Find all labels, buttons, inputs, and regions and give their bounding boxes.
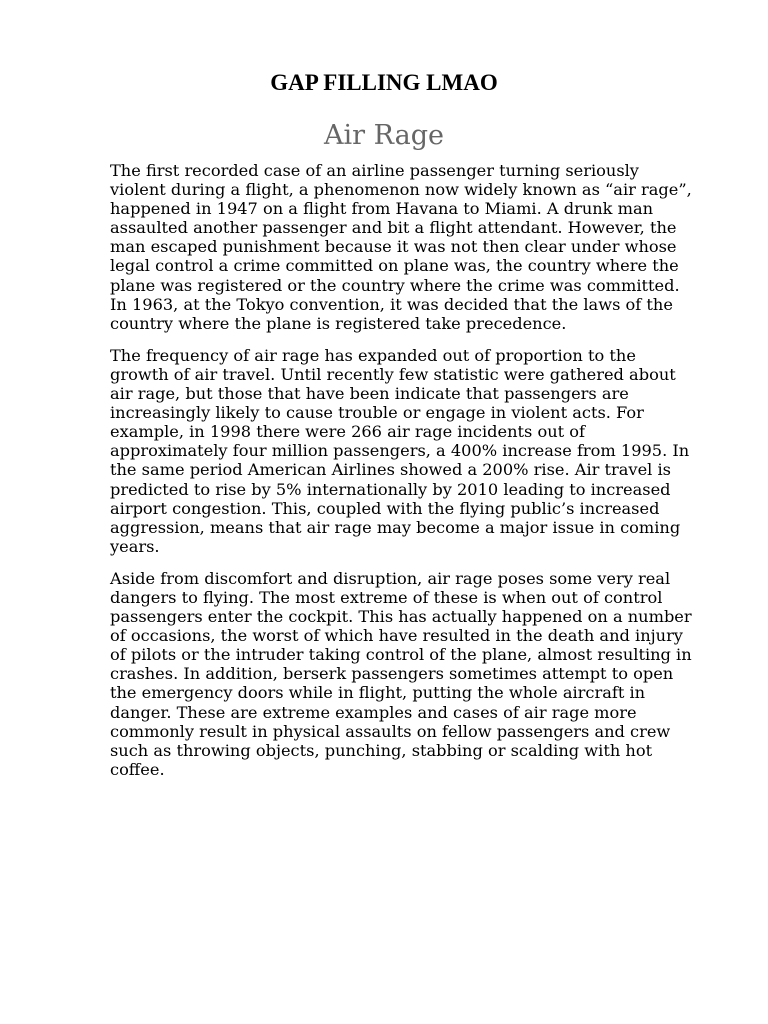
article-body — [110, 161, 696, 792]
article-heading: Air Rage — [324, 120, 444, 151]
document-title: GAP FILLING LMAO — [270, 70, 498, 95]
paragraph-2: The frequency of air rage has expanded out of proportion to the growth of air travel. Until recently few statistic were gathered about air rage, but those that have been indicate that passengers are increasingly likely to cause trouble or engage in violent acts. For example, in 1998 there were 266 air rage incidents out of approximately four million passengers, a 400% increase from 1995. In the same period American Airlines showed a 200% rise. Air travel is predicted to rise by 5% internationally by 2010 leading to increased airport congestion. This, coupled with the flying public’s increased aggression, means that air rage may become a major issue in coming years. — [110, 345, 690, 556]
paragraph-3: Aside from discomfort and disruption, air rage poses some very real dangers to flying. The most extreme of these is when out of control passengers enter the cockpit. This has actually happened on a number of occasions, the worst of which have resulted in the death and injury of pilots or the intruder taking control of the plane, almost resulting in crashes. In addition, berserk passengers sometimes attempt to open the emergency doors while in flight, putting the whole aircraft in danger. These are extreme examples and cases of air rage more commonly result in physical assaults on fellow passengers and crew such as throwing objects, punching, stabbing or scalding with hot coffee. — [110, 568, 692, 779]
paragraph-1: The first recorded case of an airline passenger turning seriously violent during a flight, a phenomenon now widely known as “air rage”, happened in 1947 on a flight from Havana to Miami. A drunk man assaulted another passenger and bit a flight attendant. However, the man escaped punishment because it was not then clear under whose legal control a crime committed on plane was, the country where the plane was registered or the country where the crime was committed. In 1963, at the Tokyo convention, it was decided that the laws of the country where the plane is registered take precedence. — [110, 161, 692, 333]
